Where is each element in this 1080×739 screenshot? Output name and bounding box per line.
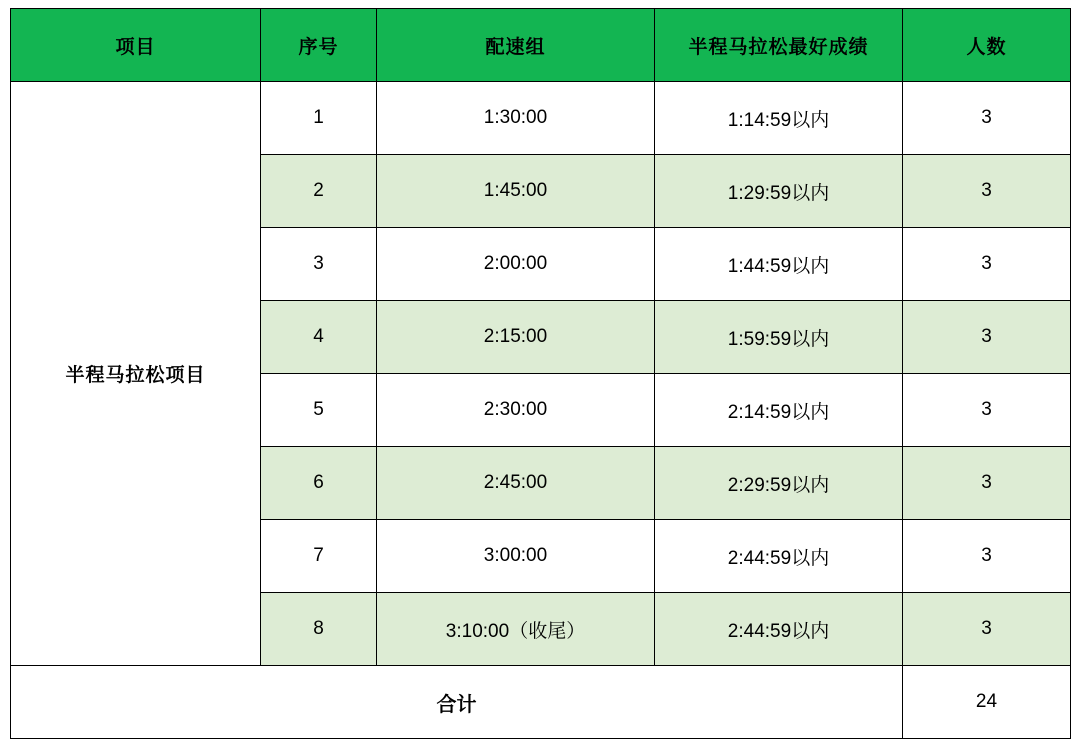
row-index-cell: 6 [261,447,377,520]
pace-group-cell: 1:45:00 [377,155,655,228]
count-cell: 3 [903,228,1071,301]
row-index-cell: 5 [261,374,377,447]
column-header-count: 人数 [903,9,1071,82]
best-result-cell: 2:44:59以内 [655,520,903,593]
pace-group-cell: 3:10:00（收尾） [377,593,655,666]
table-header-row [11,9,1071,82]
count-cell: 3 [903,447,1071,520]
row-index-cell: 3 [261,228,377,301]
pace-group-cell: 3:00:00 [377,520,655,593]
count-cell: 3 [903,155,1071,228]
column-header-pace-group: 配速组 [377,9,655,82]
pacer-group-table [10,8,1071,739]
row-index-cell: 7 [261,520,377,593]
table-total-row [11,666,1071,739]
table-header [11,9,1071,82]
best-result-cell: 1:14:59以内 [655,82,903,155]
best-result-cell: 1:59:59以内 [655,301,903,374]
count-cell: 3 [903,593,1071,666]
count-cell: 3 [903,301,1071,374]
count-cell: 3 [903,82,1071,155]
column-header-index: 序号 [261,9,377,82]
best-result-cell: 2:14:59以内 [655,374,903,447]
best-result-cell: 1:44:59以内 [655,228,903,301]
pace-group-cell: 2:15:00 [377,301,655,374]
pace-group-cell: 2:00:00 [377,228,655,301]
column-header-best-result: 半程马拉松最好成绩 [655,9,903,82]
table-body [11,82,1071,739]
pace-group-cell: 2:30:00 [377,374,655,447]
count-cell: 3 [903,374,1071,447]
row-index-cell: 4 [261,301,377,374]
table-row [11,82,1071,155]
row-index-cell: 1 [261,82,377,155]
total-count-cell: 24 [903,666,1071,739]
total-label-cell: 合计 [11,666,903,739]
best-result-cell: 2:29:59以内 [655,447,903,520]
pace-group-cell: 2:45:00 [377,447,655,520]
pace-group-cell: 1:30:00 [377,82,655,155]
best-result-cell: 2:44:59以内 [655,593,903,666]
row-index-cell: 2 [261,155,377,228]
count-cell: 3 [903,520,1071,593]
project-name-cell: 半程马拉松项目 [11,82,261,666]
row-index-cell: 8 [261,593,377,666]
column-header-project: 项目 [11,9,261,82]
best-result-cell: 1:29:59以内 [655,155,903,228]
